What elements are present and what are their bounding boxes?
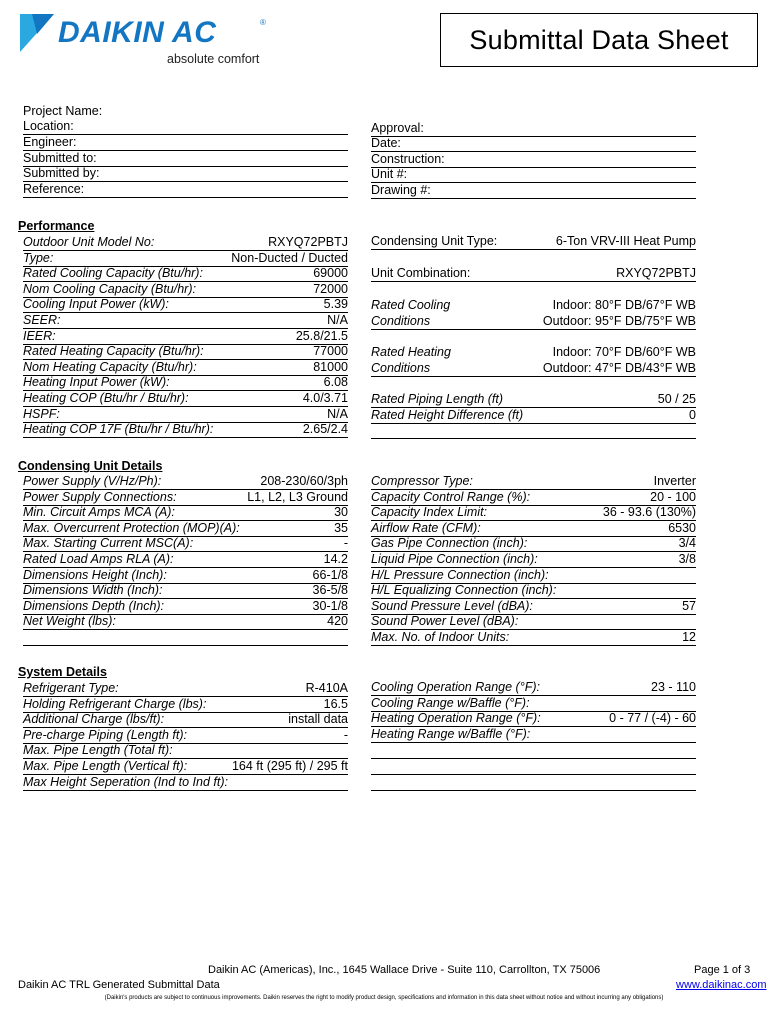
table-row [371, 490, 696, 506]
footer-website[interactable] [676, 979, 766, 991]
table-row [23, 360, 348, 376]
row-value: 0 - 77 / (-4) - 60 [609, 711, 696, 726]
daikin-triangle-icon [20, 14, 56, 54]
table-row [23, 313, 348, 329]
table-row [23, 568, 348, 584]
row-value: 35 [334, 520, 348, 535]
submitted-to-label: Submitted to: [23, 151, 97, 165]
row-value: 208-230/60/3ph [260, 474, 348, 488]
row-value: 2.65/2.4 [302, 422, 348, 437]
row-value: Indoor: 70°F DB/60°F WB Outdoor: 47°F DB/43°F WB [542, 345, 696, 375]
row-label: Rated Load Amps RLA (A): [23, 552, 174, 566]
row-value: 20 - 100 [650, 489, 696, 504]
row-value: Indoor: 80°F DB/67°F WB Outdoor: 95°F DB/75°F WB [542, 298, 696, 328]
table-row [23, 681, 348, 697]
row-label: Airflow Rate (CFM): [371, 520, 481, 535]
row-value: RXYQ72PBTJ [268, 235, 348, 249]
table-row [23, 297, 348, 313]
row-label: Heating Range w/Baffle (°F): [371, 726, 531, 741]
table-row [371, 630, 696, 646]
date-field [371, 136, 696, 152]
location-label: Location: [23, 119, 74, 133]
blank-row [23, 630, 348, 646]
row-label: Nom Heating Capacity (Btu/hr): [23, 359, 197, 374]
submitted-to-field [23, 151, 348, 167]
row-label: Max. Starting Current MSC(A): [23, 536, 194, 551]
row-value: 36-5/8 [312, 583, 348, 598]
approval-field [371, 121, 696, 137]
row-label: Sound Power Level (dBA): [371, 614, 519, 629]
row-value: 30 [334, 505, 348, 520]
blank-row [371, 743, 696, 759]
row-value: - [343, 536, 348, 551]
engineer-label: Engineer: [23, 135, 77, 149]
performance-heading: Performance [18, 219, 95, 233]
table-row [371, 552, 696, 568]
system-details-heading: System Details [18, 665, 107, 679]
table-row [23, 375, 348, 391]
table-row [371, 536, 696, 552]
row-label: Max. No. of Indoor Units: [371, 630, 510, 644]
row-value: N/A [327, 313, 348, 327]
condensing-unit-heading: Condensing Unit Details [18, 459, 163, 473]
footer-generated-note: Daikin AC TRL Generated Submittal Data [18, 979, 220, 991]
table-row [23, 759, 348, 775]
row-value: N/A [327, 406, 348, 421]
row-value: 25.8/21.5 [295, 328, 348, 343]
table-row [23, 697, 348, 713]
table-row [23, 235, 348, 251]
unit-number-field [371, 167, 696, 183]
row-value: 6530 [668, 520, 696, 535]
row-label: Heating Operation Range (°F): [371, 711, 541, 726]
unit-combination-row [371, 266, 696, 282]
table-row [371, 521, 696, 537]
row-value: R-410A [305, 681, 348, 695]
brand-tagline: absolute comfort [167, 52, 260, 66]
table-row [371, 696, 696, 712]
blank-row [371, 759, 696, 775]
row-label: Heating COP (Btu/hr / Btu/hr): [23, 391, 189, 405]
row-value: 77000 [313, 344, 348, 359]
row-value: 81000 [313, 359, 348, 374]
drawing-number-label: Drawing #: [371, 183, 431, 197]
table-row [23, 614, 348, 630]
row-value: 16.5 [323, 696, 348, 711]
reference-field [23, 182, 348, 198]
row-value: 66-1/8 [312, 567, 348, 582]
table-row [371, 599, 696, 615]
daikin-logo [20, 14, 280, 70]
project-name-label: Project Name: [23, 104, 103, 118]
row-value: 23 - 110 [651, 680, 696, 694]
table-row [23, 536, 348, 552]
row-value: - [343, 727, 348, 742]
row-label: H/L Equalizing Connection (inch): [371, 583, 557, 598]
table-row [23, 743, 348, 759]
date-label: Date: [371, 136, 401, 150]
row-label: Condensing Unit Type: [371, 234, 498, 248]
row-value: 6-Ton VRV-III Heat Pump [555, 234, 696, 248]
row-label: Rated Piping Length (ft) [371, 392, 504, 406]
table-row [23, 728, 348, 744]
row-value: 72000 [313, 281, 348, 296]
footer-disclaimer: (Daikin's products are subject to continuous improvements. Daikin reserves the right to modify product design, specifications and information in this data sheet without notice and without incurring any obligations) [104, 995, 664, 1001]
unit-number-label: Unit #: [371, 167, 408, 181]
row-label: HSPF: [23, 406, 60, 421]
row-value: 4.0/3.71 [302, 391, 348, 405]
table-row [371, 680, 696, 696]
table-row [23, 474, 348, 490]
row-label: Rated Heating Conditions [371, 345, 451, 375]
table-row [371, 474, 696, 490]
row-label: Rated Height Difference (ft) [371, 408, 524, 422]
row-label: Rated Cooling Capacity (Btu/hr): [23, 266, 203, 281]
row-label: Dimensions Depth (Inch): [23, 598, 165, 613]
row-label: Rated Cooling Conditions [371, 298, 451, 328]
reference-label: Reference: [23, 182, 85, 196]
rated-height-difference-row [371, 408, 696, 424]
row-label: Refrigerant Type: [23, 681, 119, 695]
blank-row [371, 775, 696, 791]
table-row [23, 583, 348, 599]
table-row [23, 329, 348, 345]
row-label: Compressor Type: [371, 474, 473, 488]
drawing-number-field [371, 183, 696, 199]
row-label: Rated Heating Capacity (Btu/hr): [23, 344, 204, 359]
row-value: 30-1/8 [312, 598, 348, 613]
row-value: 69000 [313, 266, 348, 281]
row-label: Dimensions Height (Inch): [23, 567, 167, 582]
row-value: 164 ft (295 ft) / 295 ft [231, 759, 348, 773]
approval-label: Approval: [371, 121, 424, 135]
table-row [371, 583, 696, 599]
table-row [23, 505, 348, 521]
table-row [23, 391, 348, 407]
row-label: SEER: [23, 313, 61, 327]
row-value: 3/4 [678, 536, 696, 551]
brand-name: DAIKIN AC [58, 16, 217, 49]
submitted-by-field [23, 166, 348, 182]
row-value: RXYQ72PBTJ [616, 266, 696, 280]
page-title: Submittal Data Sheet [469, 24, 729, 55]
row-value: 0 [689, 408, 696, 422]
table-row [23, 344, 348, 360]
table-row [23, 490, 348, 506]
title-box [440, 13, 758, 67]
table-row [23, 266, 348, 282]
table-row [23, 599, 348, 615]
row-label: Power Supply Connections: [23, 489, 177, 504]
table-row [23, 422, 348, 438]
row-label: Type: [23, 250, 54, 265]
footer-address: Daikin AC (Americas), Inc., 1645 Wallace Drive - Suite 110, Carrollton, TX 75006 [208, 964, 601, 976]
table-row [371, 614, 696, 630]
row-value: 6.08 [323, 375, 348, 390]
engineer-field [23, 135, 348, 151]
table-row [371, 505, 696, 521]
row-value: Inverter [653, 474, 696, 488]
table-row [23, 407, 348, 423]
row-label: Liquid Pipe Connection (inch): [371, 552, 538, 566]
website-link[interactable]: www.daikinac.com [676, 979, 767, 991]
row-label: Dimensions Width (Inch): [23, 583, 163, 598]
blank-row [371, 423, 696, 439]
row-label: Nom Cooling Capacity (Btu/hr): [23, 281, 196, 296]
row-label: Additional Charge (lbs/ft): [23, 712, 165, 727]
row-value: 12 [682, 630, 696, 644]
rated-piping-length-row [371, 392, 696, 408]
submitted-by-label: Submitted by: [23, 166, 100, 180]
row-label: Net Weight (lbs): [23, 614, 116, 629]
table-row [371, 727, 696, 743]
project-name-field [23, 104, 348, 120]
rated-heating-conditions-row [371, 345, 696, 377]
row-label: Heating COP 17F (Btu/hr / Btu/hr): [23, 422, 214, 437]
row-value: Non-Ducted / Ducted [231, 250, 348, 265]
row-label: Heating Input Power (kW): [23, 375, 170, 390]
row-value: L1, L2, L3 Ground [247, 489, 348, 504]
row-label: Max. Overcurrent Protection (MOP)(A): [23, 520, 240, 535]
rated-cooling-conditions-row [371, 298, 696, 330]
row-label: IEER: [23, 328, 56, 343]
row-label: Cooling Input Power (kW): [23, 297, 169, 312]
table-row [23, 521, 348, 537]
row-label: Pre-charge Piping (Length ft): [23, 727, 187, 742]
row-label: Max. Pipe Length (Vertical ft): [23, 759, 188, 773]
condensing-unit-type-row [371, 234, 696, 250]
row-value: 420 [327, 614, 348, 629]
row-value: 57 [682, 598, 696, 613]
row-value: 50 / 25 [657, 392, 696, 406]
row-label: Power Supply (V/Hz/Ph): [23, 474, 162, 488]
table-row [23, 552, 348, 568]
row-value: install data [288, 712, 348, 727]
table-row [23, 282, 348, 298]
row-label: Sound Pressure Level (dBA): [371, 598, 533, 613]
table-row [371, 711, 696, 727]
location-field [23, 119, 348, 135]
footer-page-number: Page 1 of 3 [694, 964, 751, 976]
table-row [23, 712, 348, 728]
row-label: H/L Pressure Connection (inch): [371, 567, 549, 582]
registered-mark: ® [260, 18, 266, 27]
row-label: Capacity Control Range (%): [371, 489, 531, 504]
row-label: Outdoor Unit Model No: [23, 235, 155, 249]
row-label: Capacity Index Limit: [371, 505, 488, 520]
row-label: Unit Combination: [371, 266, 471, 280]
row-value: 5.39 [323, 297, 348, 312]
row-value: 14.2 [323, 552, 348, 566]
construction-field [371, 152, 696, 168]
table-row [23, 251, 348, 267]
row-label: Cooling Range w/Baffle (°F): [371, 695, 530, 710]
row-label: Holding Refrigerant Charge (lbs): [23, 696, 207, 711]
construction-label: Construction: [371, 152, 445, 166]
table-row [23, 775, 348, 791]
row-label: Gas Pipe Connection (inch): [371, 536, 528, 551]
table-row [371, 568, 696, 584]
row-label: Min. Circuit Amps MCA (A): [23, 505, 175, 520]
row-value: 3/8 [678, 552, 696, 566]
row-label: Max. Pipe Length (Total ft): [23, 743, 173, 758]
row-label: Cooling Operation Range (°F): [371, 680, 540, 694]
row-label: Max Height Seperation (Ind to Ind ft): [23, 774, 228, 789]
row-value: 36 - 93.6 (130%) [602, 505, 696, 520]
